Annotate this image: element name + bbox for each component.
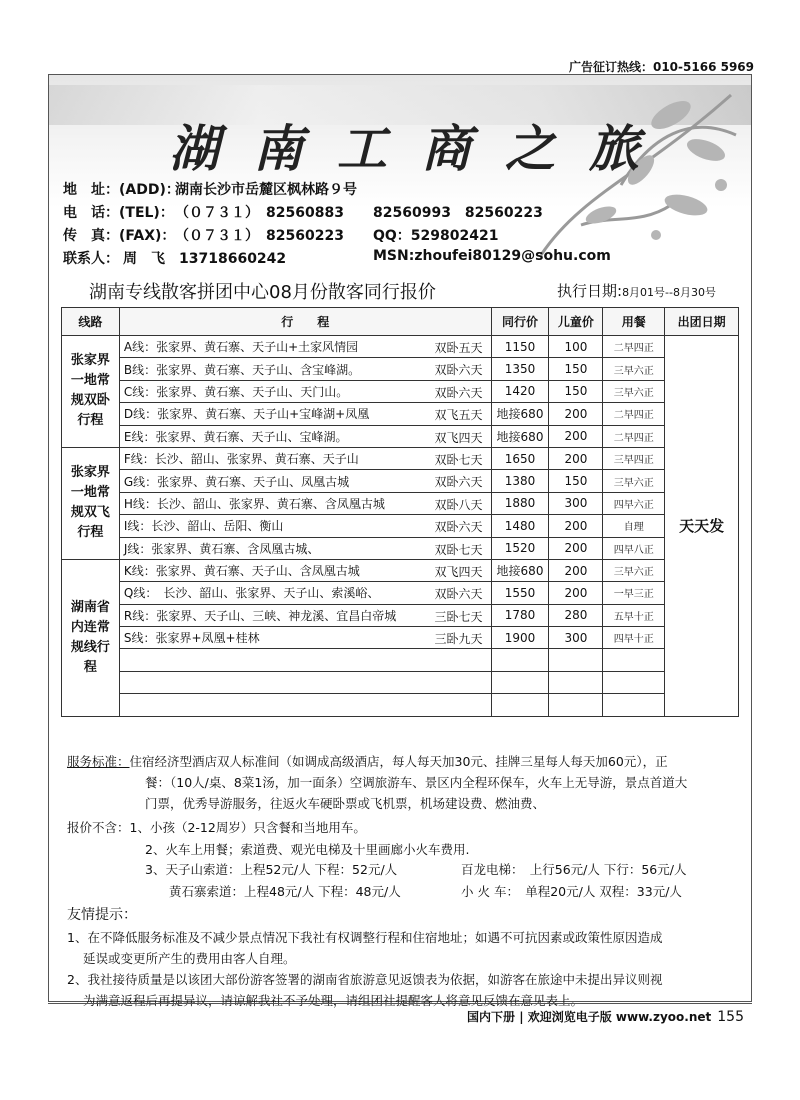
route-duration: 双卧六天 [434, 587, 483, 602]
route-duration: 双飞四天 [434, 430, 483, 445]
route-itinerary: F线：长沙、韶山、张家界、黄石寨、天子山 [123, 452, 359, 467]
route-group-label: 湖南省内连常规线行程 [62, 559, 120, 716]
peer-price: 1550 [491, 582, 549, 604]
contact-person: 周 飞 13718660242 [123, 251, 287, 267]
qq: QQ：529802421 [373, 228, 499, 244]
peer-price: 1350 [491, 358, 549, 380]
child-price: 100 [549, 336, 603, 358]
meal-plan: 三早六正 [603, 380, 665, 402]
child-price: 200 [549, 425, 603, 447]
route-price-table [61, 307, 739, 717]
ad-hotline: 广告征订热线：010-5166 5969 [568, 60, 754, 74]
tel-secondary: 82560993 82560223 [373, 205, 543, 221]
peer-price: 1380 [491, 470, 549, 492]
footer [467, 1008, 744, 1025]
peer-price: 1480 [491, 515, 549, 537]
route-duration: 三卧七天 [434, 609, 483, 624]
footer-text: 国内下册 | 欢迎浏览电子版 www.zyoo.net [467, 1010, 712, 1024]
child-price: 300 [549, 627, 603, 649]
route-duration: 双卧八天 [434, 497, 483, 512]
child-price: 300 [549, 492, 603, 514]
tel-line: 电 话：(TEL)：（０７３１） 82560883 82560993 82560223 [63, 202, 344, 222]
table-row [62, 671, 739, 693]
price-list-title: 湖南专线散客拼团中心08月份散客同行报价 [89, 282, 436, 303]
fax: （０７３１） 82560223 [175, 228, 344, 244]
table-row [62, 559, 739, 581]
table-row [62, 336, 739, 358]
table-row [62, 380, 739, 402]
tel-primary: （０７３１） 82560883 [175, 205, 344, 221]
peer-price: 1650 [491, 447, 549, 469]
route-itinerary: H线：长沙、韶山、张家界、黄石寨、含凤凰古城 [123, 496, 385, 511]
route-duration: 双卧五天 [434, 341, 483, 355]
route-duration: 双飞四天 [434, 564, 483, 579]
route-itinerary: B线：张家界、黄石寨、天子山、含宝峰湖。 [123, 362, 361, 377]
meal-plan: 三早六正 [603, 470, 665, 492]
route-duration: 双卧七天 [434, 542, 483, 557]
child-price: 150 [549, 380, 603, 402]
meal-plan: 自理 [603, 515, 665, 537]
table-header-row [62, 308, 739, 336]
page-title: 湖南工商之旅 [169, 119, 673, 178]
tip-2: 2、我社接待质量是以该团大部份游客签署的湖南省旅游意见返馈表为依据，如游客在旅途中未提出异议则视 [67, 972, 663, 987]
execution-date: 执行日期:8月01号--8月30号 [557, 282, 716, 300]
header-itinerary: 行 程 [119, 308, 491, 336]
child-price: 280 [549, 604, 603, 626]
meal-plan: 三早六正 [603, 559, 665, 581]
address: 湖南长沙市岳麓区枫林路９号 [175, 182, 357, 198]
child-price: 150 [549, 470, 603, 492]
service-standard: 服务标准：住宿经济型酒店双人标准间（如调成高级酒店，每人每天加30元、挂牌三星每人每天加60元），正 [67, 754, 668, 769]
meal-plan: 二早四正 [603, 425, 665, 447]
table-row [62, 447, 739, 469]
header-child-price: 儿童价 [549, 308, 603, 336]
peer-price: 1780 [491, 604, 549, 626]
meal-plan: 二早四正 [603, 403, 665, 425]
route-itinerary: C线：张家界、黄石寨、天子山、天门山。 [123, 384, 349, 399]
table-row [62, 515, 739, 537]
meal-plan: 二早四正 [603, 336, 665, 358]
route-itinerary: R线：张家界、天子山、三峡、神龙溪、宜昌白帝城 [123, 608, 397, 623]
child-price: 200 [549, 515, 603, 537]
route-itinerary: G线：张家界、黄石寨、天子山、凤凰古城 [123, 474, 350, 489]
route-itinerary: I线：长沙、韶山、岳阳、衡山 [123, 519, 284, 534]
route-duration: 三卧九天 [434, 632, 483, 647]
table-row [62, 470, 739, 492]
header-route: 线路 [62, 308, 120, 336]
table-row [62, 649, 739, 671]
route-group-label: 张家界一地常规双飞行程 [62, 447, 120, 559]
peer-price: 地接680 [491, 425, 549, 447]
child-price: 150 [549, 358, 603, 380]
peer-price: 1520 [491, 537, 549, 559]
table-row [62, 537, 739, 559]
route-itinerary: E线：张家界、黄石寨、天子山、宝峰湖。 [123, 429, 348, 444]
contact-person-line: 联系人： 周 飞 13718660242 MSN:zhoufei80129@sohu.com [63, 248, 286, 268]
route-itinerary: D线：张家界、黄石寨、天子山+宝峰湖+凤凰 [123, 407, 370, 422]
meal-plan: 四早八正 [603, 537, 665, 559]
route-duration: 双卧六天 [434, 520, 483, 535]
child-price: 200 [549, 447, 603, 469]
peer-price: 地接680 [491, 403, 549, 425]
peer-price: 地接680 [491, 559, 549, 581]
page-number: 155 [717, 1009, 744, 1025]
meal-plan: 三早六正 [603, 358, 665, 380]
tips-heading: 友情提示： [67, 907, 137, 923]
header-meals: 用餐 [603, 308, 665, 336]
departure-schedule: 天天发 [665, 336, 739, 717]
address-line: 地 址：(ADD)：湖南长沙市岳麓区枫林路９号 [63, 182, 357, 198]
route-duration: 双卧七天 [434, 452, 483, 467]
peer-price: 1150 [491, 336, 549, 358]
route-itinerary: J线：张家界、黄石寨、含凤凰古城、 [123, 541, 320, 556]
table-row [62, 627, 739, 649]
peer-price: 1880 [491, 492, 549, 514]
route-itinerary: A线：张家界、黄石寨、天子山+土家风情园 [123, 340, 359, 355]
table-row [62, 694, 739, 716]
meal-plan: 三早四正 [603, 447, 665, 469]
table-row [62, 604, 739, 626]
table-row [62, 358, 739, 380]
table-row [62, 582, 739, 604]
route-duration: 双卧六天 [434, 385, 483, 400]
peer-price: 1900 [491, 627, 549, 649]
child-price: 200 [549, 537, 603, 559]
route-duration: 双卧六天 [434, 363, 483, 378]
child-price: 200 [549, 582, 603, 604]
table-row [62, 403, 739, 425]
header-departure: 出团日期 [665, 308, 739, 336]
tip-1: 1、在不降低服务标准及不减少景点情况下我社有权调整行程和住宿地址；如遇不可抗因素或政策性原因造成 [67, 930, 663, 945]
route-itinerary: Q线： 长沙、韶山、张家界、天子山、索溪峪、 [123, 586, 380, 601]
fax-line: 传 真：(FAX)：（０７３１） 82560223 QQ：529802421 [63, 225, 344, 245]
child-price: 200 [549, 403, 603, 425]
price-excludes: 报价不含：1、小孩（2-12周岁）只含餐和当地用车。 [67, 820, 366, 835]
route-itinerary: S线：张家界+凤凰+桂林 [123, 631, 260, 646]
route-group-label: 张家界一地常规双卧行程 [62, 336, 120, 448]
peer-price: 1420 [491, 380, 549, 402]
header-peer-price: 同行价 [491, 308, 549, 336]
child-price: 200 [549, 559, 603, 581]
msn: MSN:zhoufei80129@sohu.com [373, 248, 611, 264]
meal-plan: 四早六正 [603, 492, 665, 514]
route-duration: 双飞五天 [434, 408, 483, 423]
route-itinerary: K线：张家界、黄石寨、天子山、含凤凰古城 [123, 564, 360, 579]
route-duration: 双卧六天 [434, 475, 483, 490]
meal-plan: 四早十正 [603, 627, 665, 649]
table-row [62, 425, 739, 447]
meal-plan: 五早十正 [603, 604, 665, 626]
page-frame: 湖南工商之旅 地 址：(ADD)：湖南长沙市岳麓区枫林路９号 电 话：(TEL)：（０７３１） 82560883 82560993 82560223 传 真：(FAX)：（０７３１） 82560223 QQ：529802421 联系人： 周 飞 13718660242 MSN:zhoufei80129@sohu.com 湖南专线散客拼团中心08月份散客同行报价 执行日期:8月01号--8月30号 线路 行 程 同行价 儿童价 用餐 出团日期 张家界一地常规双卧行程 A线：张家界、黄石寨、天子山+土家风情园 双卧五天 1150 100 二早四正 天天发 B线：张家界、黄石寨、天子山、含宝峰湖。 双卧六天 1350 150 三早六正 C线：张家界、黄石寨、天子山、天门山。 双卧六天 1420 150 三早六正 D线：张家界、黄石寨、天子山+宝峰湖+凤凰 双飞五天 地接680 200 二早四正 E线：张家界、黄石寨、天子山、宝峰湖。 双飞四天 地接680 200 二早四正 张家界一地常规双飞行程 F线：长沙、韶山、张家界、黄石寨、天子山 双卧七天 1650 200 三早四正 G线：张家界、黄石寨、天子山、凤凰古城 双卧六天 1380 150 三早六正 H线：长沙、韶山、张家界、黄石寨、含凤凰古城 双卧八天 1880 300 四早六正 I线：长沙、韶山、岳阳、衡山 双卧六天 1480 200 自理 J线：张家界、黄石寨、含凤凰古城、 双卧七天 1520 200 四早八正 湖南省内连常规线行程 K线：张家界、黄石寨、天子山、含凤凰古城 双飞四天 地接680 200 三早六正 Q线： 长沙、韶山、张家界、天子山、索溪峪、 双卧六天 1550 200 一早三正 R线：张家界、天子山、三峡、神龙溪、宜昌白帝城 三卧七天 1780 280 五早十正 S线：张家界+凤凰+桂林 三卧九天 1900 300 四早十正 服务标准：住宿经济型酒店双人标准间（如调成高级酒店，每人每天加30元、挂牌三星每人每天加60元），正 餐：（10人/桌、8菜1汤，加一面条）空调旅游车、景区内全程环保车，火车上无导游，景点首道大 门票，优秀导游服务，往返火车硬卧票或飞机票，机场建设费、燃油费、 报价不含：1、小孩（2-12周岁）只含餐和当地用车。 2、火车上用餐；索道费、观光电梯及十里画廊小火车费用. 3、天子山索道：上程52元/人 下程：52元/人 百龙电梯： 上行56元/人 下行：56元/人 黄石寨索道：上程48元/人 下程：48元/人 小 火 车： 单程20元/人 双程：33元/人 友情提示： 1、在不降低服务标准及不减少景点情况下我社有权调整行程和住宿地址；如遇不可抗因素或政策性原因造成 延误或变更所产生的费用由客人自理。 2、我社接待质量是以该团大部份游客签署的湖南省旅游意见返馈表为依据，如游客在旅途中未提出异议则视 为满意返程后再提异议，请谅解我社不予处理，请组团社提醒客人将意见反馈在意见表上。 [48, 74, 752, 1002]
meal-plan: 一早三正 [603, 582, 665, 604]
table-row [62, 492, 739, 514]
